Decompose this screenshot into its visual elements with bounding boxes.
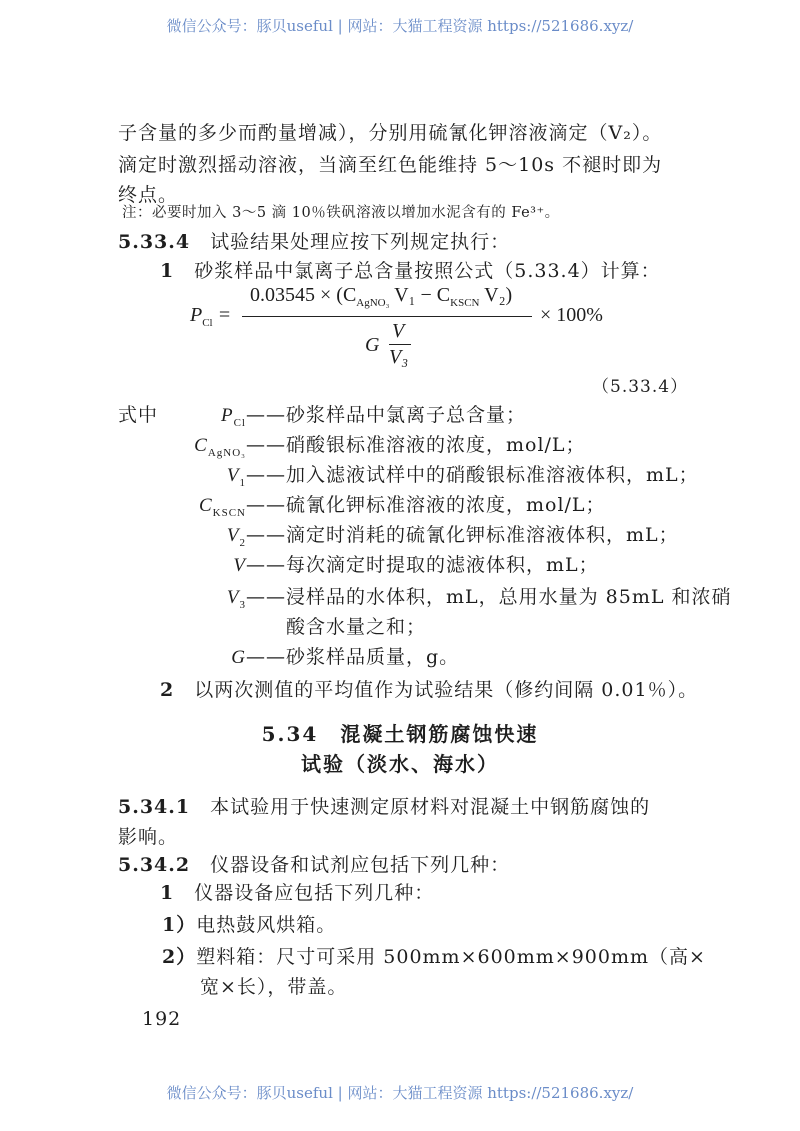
symbol: C <box>194 435 208 456</box>
watermark-top: 微信公众号：豚贝useful | 网站：大猫工程资源 https://521686.xyz/ <box>166 17 634 35</box>
formula-lhs: P <box>190 304 203 326</box>
page-number: 192 <box>142 1008 182 1030</box>
item-text: 仪器设备应包括下列几种： <box>194 882 435 904</box>
formula-sub: AgNO₃ <box>356 297 390 309</box>
definition-row <box>118 550 599 579</box>
symbol: V <box>226 587 240 608</box>
symbol-sub: KSCN <box>212 506 246 519</box>
list-text: 塑料箱：尺寸可采用 500mm×600mm×900mm（高× <box>196 946 706 968</box>
symbol: V <box>226 465 240 486</box>
note: 注：必要时加入 3～5 滴 10％铁矾溶液以增加水泥含有的 Fe³⁺。 <box>122 205 560 221</box>
formula-numerator: V₂) <box>479 284 513 306</box>
section-number: 5.33.4 <box>118 231 191 253</box>
definition-symbol <box>118 525 246 549</box>
section-heading: 试验（淡水、海水） <box>301 752 499 776</box>
item-number: 2 <box>160 679 175 701</box>
list-number: 2） <box>162 946 197 968</box>
definition-symbol <box>118 587 246 611</box>
definition-row <box>118 582 732 611</box>
definition-row <box>118 520 679 549</box>
symbol: V <box>226 525 240 546</box>
paragraph-line: 终点。 <box>118 184 179 206</box>
symbol-sub: Cl <box>233 416 246 429</box>
symbol-sub: AgNO₃ <box>207 446 246 459</box>
definition-text: ——每次滴定时提取的滤液体积，mL； <box>246 554 599 576</box>
definition-row <box>118 642 459 671</box>
watermark-bottom: 微信公众号：豚贝useful | 网站：大猫工程资源 https://521686.xyz/ <box>166 1084 634 1102</box>
definition-symbol <box>118 647 246 671</box>
section-text: 试验结果处理应按下列规定执行： <box>210 231 511 253</box>
definition-row <box>118 430 586 459</box>
section-text: 本试验用于快速测定原材料对混凝土中钢筋腐蚀的 <box>210 796 651 818</box>
formula-numerator: 0.03545 × (C <box>250 284 357 306</box>
formula-den-v: V <box>392 320 405 342</box>
formula: $P_{Cl}$ = $0.03545 \times (C_{AgNO_3}$ $V_1 - C_{KSCN}$ V₂) × 100% G V V₃ <box>190 284 603 368</box>
symbol-sub: 1 <box>239 476 246 489</box>
definition-symbol <box>118 405 246 429</box>
symbol-sub: 2 <box>239 536 246 549</box>
section-text: 影响。 <box>118 826 179 848</box>
section-heading: 5.34 混凝土钢筋腐蚀快速 <box>261 722 539 746</box>
item-number: 1 <box>160 260 175 282</box>
item-text: 砂浆样品中氯离子总含量按照公式（5.33.4）计算： <box>194 260 661 282</box>
symbol-sub: 3 <box>239 598 246 611</box>
formula-den-v3: V₃ <box>389 346 409 368</box>
definition-symbol <box>118 555 246 579</box>
where-label: 式中 <box>118 404 159 426</box>
symbol: V <box>233 555 246 576</box>
definition-text: ——硫氰化钾标准溶液的浓度，mol/L； <box>246 494 606 516</box>
definition-text: ——砂浆样品中氯离子总含量； <box>246 404 527 426</box>
formula-lhs-sub: Cl <box>202 317 213 329</box>
definition-text: ——浸样品的水体积，mL，总用水量为 85mL 和浓硝 <box>246 586 732 608</box>
formula-sub: KSCN <box>450 297 480 309</box>
definition-row <box>118 612 426 639</box>
formula-den-g: G <box>365 334 380 356</box>
symbol: G <box>231 647 246 668</box>
section-number: 5.34.2 <box>118 854 191 876</box>
paragraph-line: 子含量的多少而酌量增减），分别用硫氰化钾溶液滴定（V₂）。 <box>118 122 663 144</box>
definition-symbol <box>118 465 246 489</box>
definition-text: ——加入滤液试样中的硝酸银标准溶液体积，mL； <box>246 464 699 486</box>
section-text: 仪器设备和试剂应包括下列几种： <box>210 854 511 876</box>
item-text: 以两次测值的平均值作为试验结果（修约间隔 0.01％）。 <box>194 679 699 701</box>
definition-symbol <box>118 495 246 519</box>
definition-text: 酸含水量之和； <box>286 616 427 638</box>
formula-times: × 100% <box>540 304 603 326</box>
list-number: 1） <box>162 914 197 936</box>
definition-text: ——砂浆样品质量，g。 <box>246 646 460 668</box>
list-text: 电热鼓风烘箱。 <box>196 914 337 936</box>
definition-row <box>118 460 699 489</box>
formula-numerator: V₁ − C <box>389 284 451 306</box>
list-text: 宽×长），带盖。 <box>200 976 348 998</box>
paragraph-line: 滴定时激烈摇动溶液，当滴至红色能维持 5～10s 不褪时即为 <box>118 154 663 176</box>
symbol: C <box>198 495 213 516</box>
equation-number: （5.33.4） <box>592 377 689 397</box>
item-number: 1 <box>160 882 175 904</box>
definition-row <box>118 490 606 519</box>
definition-text: ——滴定时消耗的硫氰化钾标准溶液体积，mL； <box>246 524 679 546</box>
definition-row <box>118 400 526 429</box>
definition-symbol <box>118 435 246 459</box>
section-number: 5.34.1 <box>118 796 191 818</box>
definition-text: ——硝酸银标准溶液的浓度，mol/L； <box>246 434 586 456</box>
fraction-bar <box>242 316 532 317</box>
symbol: P <box>220 405 234 426</box>
